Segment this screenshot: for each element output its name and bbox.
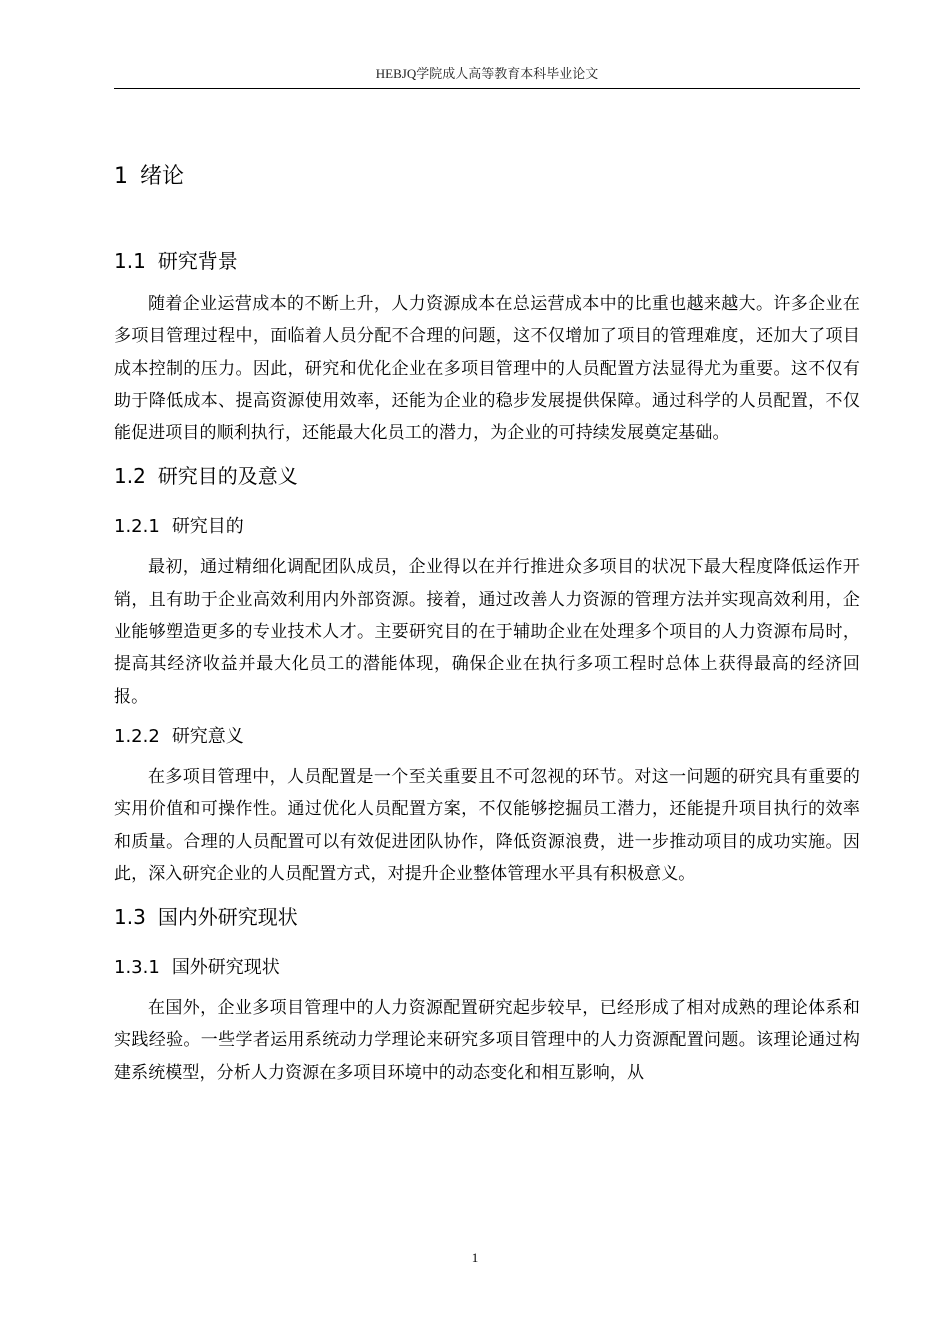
subsection-heading-1-2-1	[114, 503, 860, 551]
subsection-number: 1.2.2	[114, 725, 160, 747]
subsection-number: 1.3.1	[114, 957, 160, 979]
paragraph-significance: 在多项目管理中，人员配置是一个至关重要且不可忽视的环节。对这一问题的研究具有重要的实用价值和可操作性。通过优化人员配置方案，不仅能够挖掘员工潜力，还能提升项目执行的效率和质量。合理的人员配置可以有效促进团队协作，降低资源浪费，进一步推动项目的成功实施。因此，深入研究企业的人员配置方式，对提升企业整体管理水平具有积极意义。	[114, 766, 860, 884]
section-number: 1.1	[114, 249, 146, 273]
section-title: 研究目的及意义	[157, 464, 298, 489]
page-number: 1	[471, 1250, 479, 1265]
subsection-heading-1-3-1	[114, 944, 860, 992]
subsection-title: 研究目的	[171, 516, 244, 538]
section-heading-1-2	[114, 449, 860, 503]
subsection-heading-1-2-2	[114, 713, 860, 761]
section-heading-1-3	[114, 890, 860, 944]
section-title: 研究背景	[157, 249, 238, 273]
section-number: 1.3	[114, 905, 146, 930]
header-rule	[114, 88, 860, 89]
section-number: 1.2	[114, 464, 146, 489]
paragraph-purpose: 最初，通过精细化调配团队成员，企业得以在并行推进众多项目的状况下最大程度降低运作开销，且有助于企业高效利用内外部资源。接着，通过改善人力资源的管理方法并实现高效利用，企业能够塑造更多的专业技术人才。主要研究目的在于辅助企业在处理多个项目的人力资源布局时，提高其经济收益并最大化员工的潜能体现，确保企业在执行多项工程时总体上获得最高的经济回报。	[114, 557, 860, 707]
subsection-title: 国外研究现状	[171, 957, 280, 979]
running-header: HEBJQ学院成人高等教育本科毕业论文	[375, 66, 599, 81]
chapter-title: 绪论	[140, 164, 185, 189]
section-title: 国内外研究现状	[157, 905, 298, 930]
subsection-number: 1.2.1	[114, 516, 160, 538]
chapter-heading	[114, 150, 860, 204]
paragraph-foreign-research: 在国外，企业多项目管理中的人力资源配置研究起步较早，已经形成了相对成熟的理论体系和实践经验。一些学者运用系统动力学理论来研究多项目管理中的人力资源配置问题。该理论通过构建系统模型，分析人力资源在多项目环境中的动态变化和相互影响，从	[114, 998, 860, 1083]
chapter-number: 1	[114, 164, 128, 189]
section-heading-1-1	[114, 234, 860, 288]
paragraph-background: 随着企业运营成本的不断上升，人力资源成本在总运营成本中的比重也越来越大。许多企业在多项目管理过程中，面临着人员分配不合理的问题，这不仅增加了项目的管理难度，还加大了项目成本控制的压力。因此，研究和优化企业在多项目管理中的人员配置方法显得尤为重要。这不仅有助于降低成本、提高资源使用效率，还能为企业的稳步发展提供保障。通过科学的人员配置，不仅能促进项目的顺利执行，还能最大化员工的潜力，为企业的可持续发展奠定基础。	[114, 294, 860, 444]
subsection-title: 研究意义	[171, 725, 244, 747]
page-body	[114, 150, 860, 1089]
